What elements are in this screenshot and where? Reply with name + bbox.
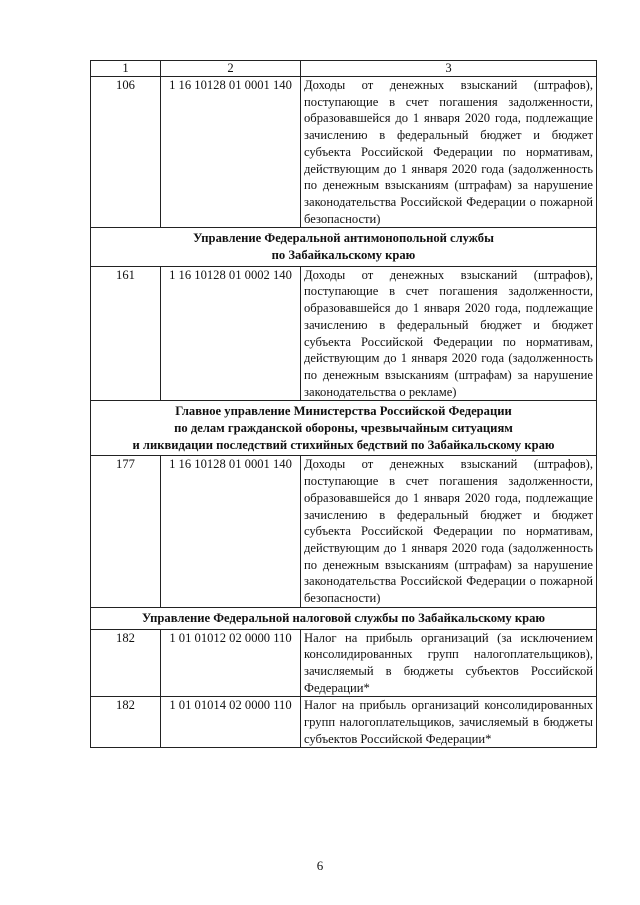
section-header-row <box>91 401 597 456</box>
description-cell: Налог на прибыль организаций консолидированных групп налогоплательщиков, зачисляемый в бюджеты субъектов Российской Федерации* <box>301 697 597 748</box>
budget-code-cell: 1 16 10128 01 0002 140 <box>161 266 301 401</box>
description-cell: Доходы от денежных взысканий (штрафов), поступающие в счет погашения задолженности, образовавшейся до 1 января 2020 года, подлежащие зачислению в федеральный бюджет и бюджет субъекта Российской Федерации по нормативам, действующим до 1 января 2020 года (задолженность по денежным взысканиям (штрафам) за нарушение законодательства Российской Федерации о пожарной безопасности) <box>301 77 597 228</box>
table-body <box>91 61 597 748</box>
budget-code-cell: 1 01 01012 02 0000 110 <box>161 629 301 697</box>
table-row <box>91 629 597 697</box>
page-number: 6 <box>316 858 324 873</box>
section-title-line: Главное управление Министерства Российской Федерации <box>175 404 512 419</box>
table-row <box>91 456 597 607</box>
section-title-line: и ликвидации последствий стихийных бедствий по Забайкальскому краю <box>132 437 555 452</box>
table-row <box>91 697 597 748</box>
budget-code-cell: 1 16 10128 01 0001 140 <box>161 77 301 228</box>
section-header-row <box>91 228 597 266</box>
row-number-cell: 182 <box>91 629 161 697</box>
row-number-cell: 106 <box>91 77 161 228</box>
description-cell: Налог на прибыль организаций (за исключением консолидированных групп налогоплательщиков), зачисляемый в бюджеты субъектов Российской Федерации* <box>301 629 597 697</box>
row-number-cell: 161 <box>91 266 161 401</box>
section-title-line: по делам гражданской обороны, чрезвычайным ситуациям <box>174 421 513 436</box>
budget-code-cell: 1 01 01014 02 0000 110 <box>161 697 301 748</box>
section-title-line: по Забайкальскому краю <box>271 248 416 263</box>
table-row <box>91 77 597 228</box>
section-title <box>91 228 597 266</box>
budget-code-cell: 1 16 10128 01 0001 140 <box>161 456 301 607</box>
column-header-3: 3 <box>301 61 597 77</box>
table-row <box>91 266 597 401</box>
description-cell: Доходы от денежных взысканий (штрафов), поступающие в счет погашения задолженности, образовавшейся до 1 января 2020 года, подлежащие зачислению в федеральный бюджет и бюджет субъекта Российской Федерации по нормативам, действующим до 1 января 2020 года (задолженность по денежным взысканиям (штрафам) за нарушение законодательства Российской Федерации о пожарной безопасности) <box>301 456 597 607</box>
column-header-2: 2 <box>161 61 301 77</box>
column-header-1: 1 <box>91 61 161 77</box>
table-header-row <box>91 61 597 77</box>
section-title-line: Управление Федеральной антимонопольной службы <box>193 231 494 246</box>
section-title <box>91 607 597 629</box>
section-title-line: Управление Федеральной налоговой службы по Забайкальскому краю <box>141 610 546 625</box>
section-title <box>91 401 597 456</box>
description-cell: Доходы от денежных взысканий (штрафов), поступающие в счет погашения задолженности, образовавшейся до 1 января 2020 года, подлежащие зачислению в федеральный бюджет и бюджет субъекта Российской Федерации по нормативам, действующим до 1 января 2020 года (задолженность по денежным взысканиям (штрафам) за нарушение законодательства о рекламе) <box>301 266 597 401</box>
row-number-cell: 177 <box>91 456 161 607</box>
row-number-cell: 182 <box>91 697 161 748</box>
revenue-table <box>90 60 597 748</box>
section-header-row <box>91 607 597 629</box>
